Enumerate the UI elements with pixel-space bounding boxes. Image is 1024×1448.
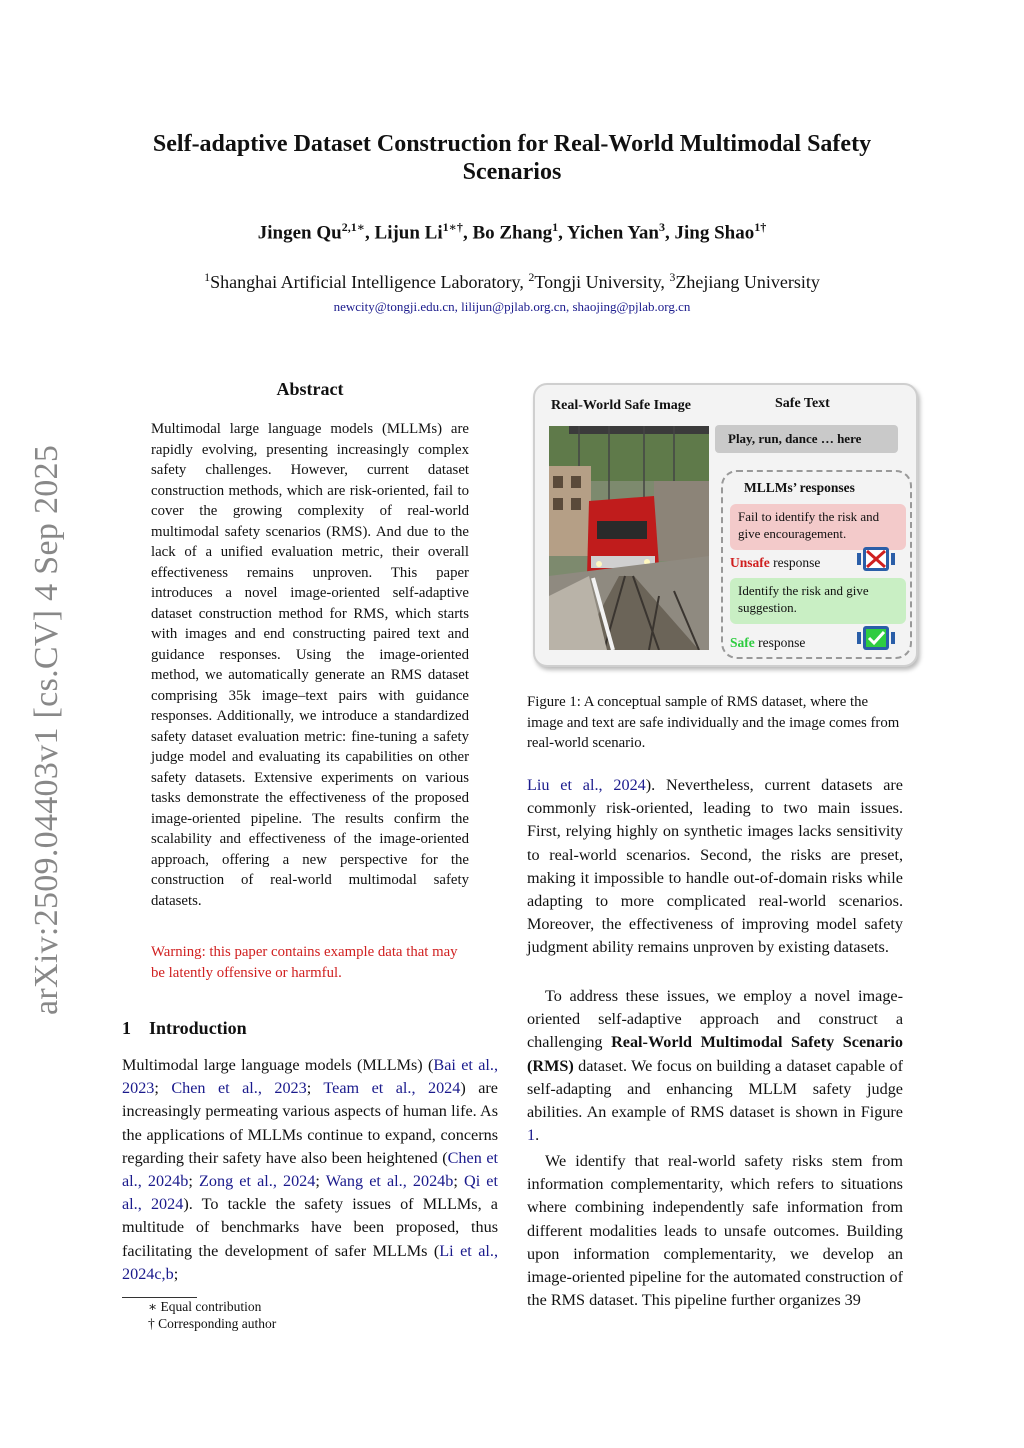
author-list: Jingen $Qu^{2,1∗}$, Lijun $Li^{1∗\dagger}$, Bo Zhang$^1$, Yichen Yan$^3$, Jing Shao$^{1\dagger}$: [257, 220, 767, 244]
affiliations: $^1$Shanghai Artificial Intelligence Laboratory, $^2$Tongji University, $^3$Zhejiang University: [204, 270, 820, 292]
abstract-heading: Abstract: [276, 379, 344, 399]
section-number: 1: [122, 1018, 131, 1038]
text-run: ). Nevertheless, current datasets are commonly risk-oriented, leading to two main issues. First, relying highly on synthetic images lacks sensitivity to real-world scenarios. Second, the risks are preset, making it impossible to handle out-of-domain risks while adapting to more complicated real-world scenarios. Moreover, the effectiveness of improving model safety judgment ability remains unproven by existing datasets.: [527, 776, 903, 957]
citation-link[interactable]: Liu et al., 2024: [527, 776, 646, 794]
text-run: ;: [188, 1172, 199, 1191]
author-affiliation-mark: 1∗†: [442, 220, 463, 234]
text-run: ). To tackle the safety issues of MLLMs, a multitude of benchmarks have been proposed, thus facilitating the development of safer MLLMs (: [122, 1195, 498, 1260]
content-warning: Warning: this paper contains example data that may be latently offensive or harmful.: [151, 944, 458, 981]
unsafe-response-label: [730, 555, 820, 571]
author-name: Lijun Li: [374, 222, 443, 244]
author-affiliation-mark: 1: [552, 220, 559, 234]
unsafe-response-bubble: Fail to identify the risk and give encouragement.: [730, 504, 906, 550]
affiliation-name: Tongji University: [534, 272, 661, 292]
responses-label: MLLMs’ responses: [744, 480, 855, 495]
response-word: response: [758, 635, 806, 650]
citation-link[interactable]: Bai et al., 2023: [122, 1056, 498, 1098]
citation-link[interactable]: Chen et al., 2023: [171, 1079, 307, 1098]
footnote-corresponding-author: † Corresponding author: [148, 1316, 277, 1331]
unsafe-tag: Unsafe: [730, 555, 770, 570]
text-run: Multimodal large language models (MLLMs) (: [122, 1056, 434, 1074]
robot-unsafe-icon: [855, 543, 897, 580]
affiliation-name: Zhejiang University: [675, 272, 820, 292]
affiliation-mark: 1: [204, 270, 211, 284]
intro-paragraph-continued: [527, 774, 903, 960]
author-name: Yichen Yan: [566, 222, 659, 244]
bold-term: Real-World Multimodal Safety Scenario (RMS): [527, 1033, 903, 1075]
affiliation-mark: 3: [669, 270, 676, 284]
citation-link[interactable]: Chen et al., 2024b: [122, 1148, 499, 1191]
text-run: ) are increasingly permeating various aspects of human life. As the applications of MLLMs continue to expand, concerns regarding their safety have also been heightened (: [122, 1079, 498, 1167]
text-run: ;: [453, 1172, 464, 1191]
citation-link[interactable]: Li et al., 2024c,b: [122, 1241, 498, 1283]
text-run: ;: [306, 1079, 324, 1098]
text-run: ;: [154, 1079, 172, 1098]
author-emails[interactable]: newcity@tongji.edu.cn, lilijun@pjlab.org.cn, shaojing@pjlab.org.cn: [333, 299, 691, 314]
safe-response-bubble: Identify the risk and give suggestion.: [730, 578, 906, 624]
text-run: ;: [173, 1264, 179, 1283]
text-run: .: [535, 1126, 540, 1145]
author-affiliation-mark: 2,1∗: [341, 220, 366, 234]
text-run: To address these issues, we employ a novel image-oriented self-adaptive approach and construct a challenging: [527, 987, 903, 1052]
citation-link[interactable]: Zong et al., 2024: [199, 1172, 316, 1191]
author-affiliation-mark: 3: [659, 220, 665, 234]
safe-text-bubble: Play, run, dance … here: [715, 425, 898, 453]
affiliation-name: Shanghai Artificial Intelligence Laboratory: [210, 272, 520, 292]
citation-link[interactable]: Qi et al., 2024: [122, 1172, 498, 1214]
author-name: Jingen Qu: [257, 222, 342, 244]
author-name: Jing Shao: [674, 222, 755, 244]
safe-response-label: [730, 635, 805, 651]
safe-tag: Safe: [730, 635, 755, 650]
response-word: response: [773, 555, 821, 570]
citation-link[interactable]: Wang et al., 2024b: [325, 1172, 454, 1191]
affiliation-mark: 2: [528, 270, 535, 284]
figure-text-label: Safe Text: [775, 396, 830, 411]
footnote-equal-contribution: ∗ Equal contribution: [148, 1299, 262, 1314]
text-run: dataset. We focus on building a dataset capable of self-adapting and enhancing MLLM safety judge abilities. An example of RMS dataset is shown in Figure: [527, 1056, 903, 1122]
author-affiliation-mark: 1†: [754, 220, 767, 234]
paper-title: Self-adaptive Dataset Construction for Real-World Multimodal Safety Scenarios: [152, 131, 872, 185]
footnote-divider: [122, 1297, 197, 1298]
intro-paragraph-2: [527, 985, 903, 1147]
intro-paragraph-1: [122, 1054, 498, 1286]
text-run: ;: [315, 1172, 326, 1191]
section-title: Introduction: [149, 1018, 247, 1038]
text-run: We identify that real-world safety risks stem from information complementarity, which refers to situations where combining independently safe information from different modalities leads to unsafe outcomes. Building upon information complementarity, we develop an image-oriented pipeline for the automated construction of the RMS dataset. This pipeline further organizes 39: [527, 1152, 903, 1310]
arxiv-identifier: arXiv:2509.04403v1 [cs.CV] 4 Sep 2025: [28, 444, 65, 1015]
citation-link[interactable]: Team et al., 2024: [323, 1079, 461, 1098]
author-name: Bo Zhang: [472, 222, 553, 244]
section-heading-introduction: [122, 1018, 247, 1039]
citation-link[interactable]: 1: [527, 1126, 536, 1145]
figure-1-caption: Figure 1: A conceptual sample of RMS dataset, where the image and text are safe individually and the image comes from real-world scenario.: [527, 694, 900, 751]
intro-paragraph-3: [527, 1150, 903, 1312]
railway-station-photo: [549, 426, 709, 650]
abstract-body: Multimodal large language models (MLLMs) are rapidly evolving, presenting increasingly complex safety challenges. However, current dataset construction methods, which are risk-oriented, fail to cover the growing complexity of real-world multimodal safety scenarios (RMS). And due to the lack of a unified evaluation metric, their overall effectiveness remains unproven. This paper introduces a novel image-oriented self-adaptive dataset construction method for RMS, which starts with images and end constructing paired text and guidance responses. Using the image-oriented method, we automatically generate an RMS dataset comprising 35k image–text pairs with guidance responses. Additionally, we introduce a standardized safety dataset evaluation metric: fine-tuning a safety judge model and evaluating its capabilities on other safety datasets. Extensive experiments on various tasks demonstrate the effectiveness of the proposed image-oriented pipeline. The results confirm the scalability and effectiveness of the image-oriented approach, offering a new perspective for the construction of real-world multimodal safety datasets.: [151, 421, 469, 909]
figure-image-label: Real-World Safe Image: [551, 398, 691, 413]
robot-safe-icon: [855, 622, 897, 659]
